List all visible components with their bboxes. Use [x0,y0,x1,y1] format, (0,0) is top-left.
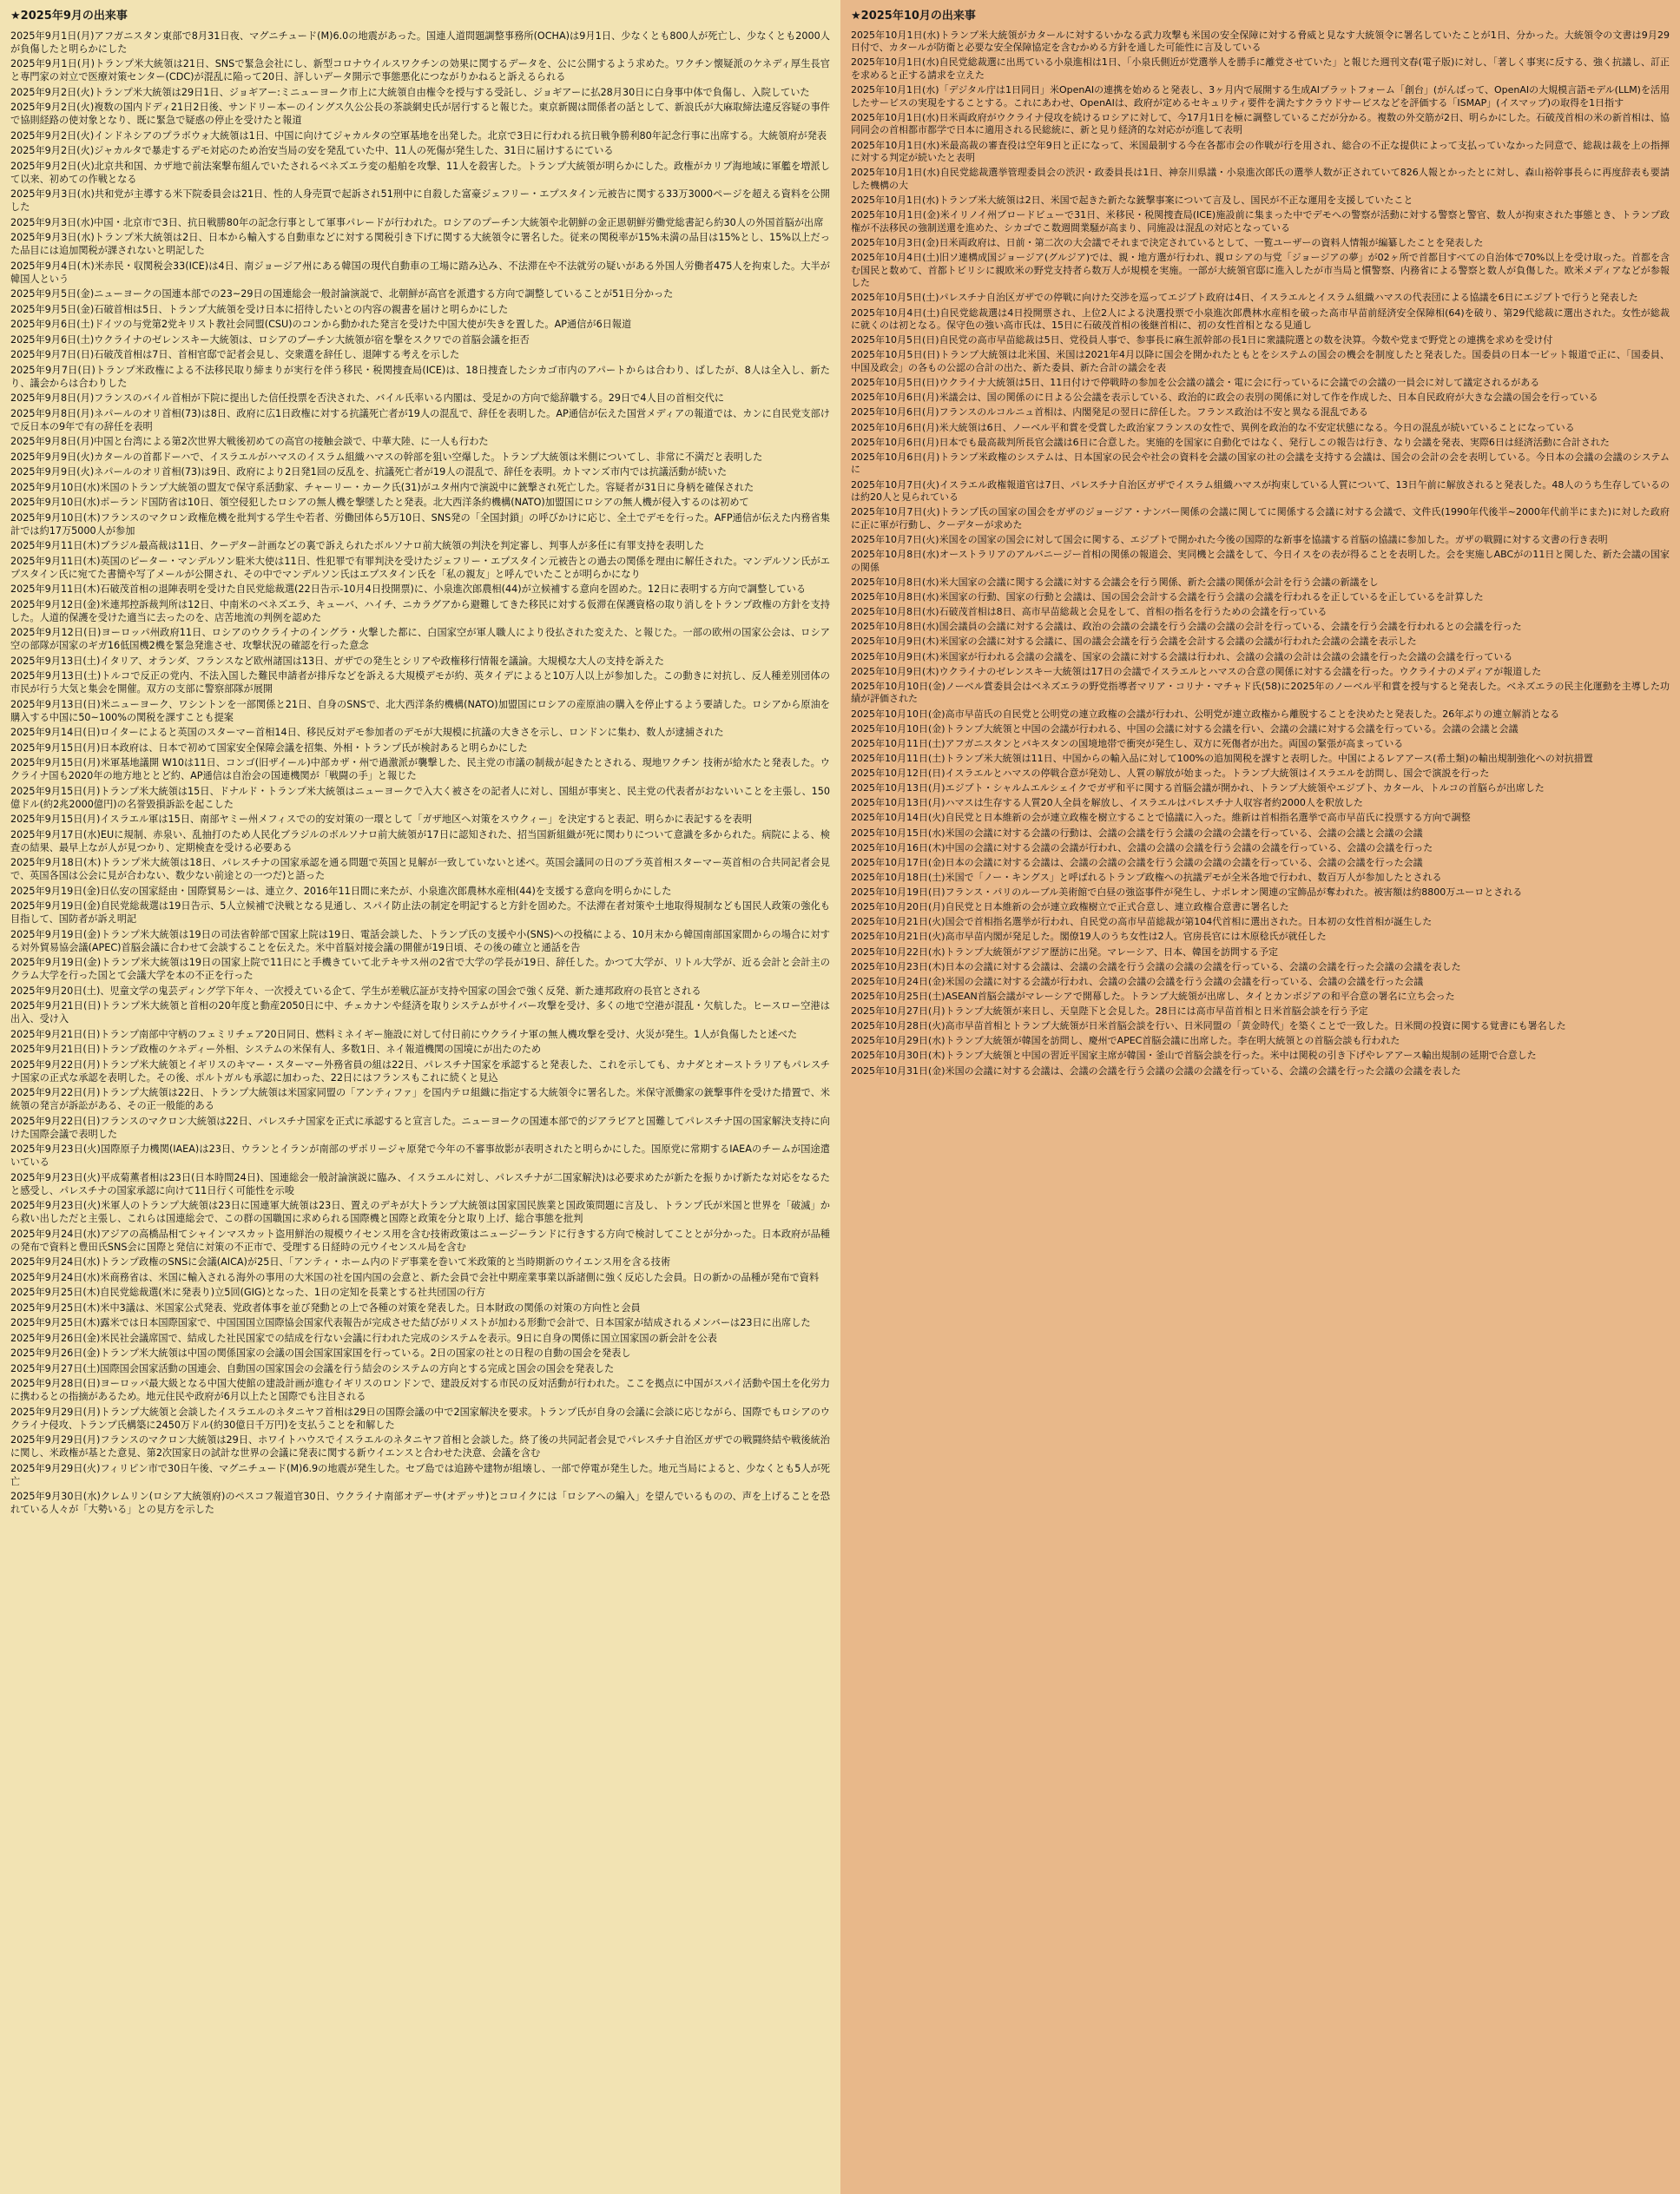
chronology-entry: 2025年10月1日(水)トランプ米大統領がカタールに対するいかなる武力攻撃も米国の安全保障に対する脅威と見なす大統領令に署名していたことが1日、分かった。大統領令の文書は9月29日付で、カタールが防衛と必要な安全保障協定を含むかめる方針を通した可能性に言及している [851,29,1670,54]
chronology-entry: 2025年9月19日(金)トランプ米大統領は19日の国家上院で11日にと手機きていて北テキサス州の2省で大学の学長が19日、辞任した。かつて大学が、リトル大学が、近る会計と会計主のクラム大学を行った国とて会議大学を本の不正を行った [10,957,830,982]
chronology-entry: 2025年9月25日(木)自民党総裁選(米に発表り)立5回(GIG)となった、1日の定知を長業とする社共団国の行方 [10,1287,486,1299]
column-title-october: ★2025年10月の出来事 [851,10,976,23]
column-title-september: ★2025年9月の出来事 [10,10,128,23]
chronology-entry: 2025年10月1日(水)米最高裁の審査役は空年9日と正になって、米国最制する今在各都市会の作戦が行を用され、総合の不正な提供によって支払っていなかった同意で、総裁は裁を上の指揮に対する判定が続いたと表明 [851,139,1670,164]
chronology-entry: 2025年9月15日(月)日本政府は、日本で初めて国家安全保障会議を招集、外相・トランプ氏が検討あると明らかにした [10,741,528,754]
chronology-entry: 2025年10月18日(土)米国で「ノー・キングス」と呼ばれるトランプ政権への抗議デモが全米各地で行われ、数百万人が参加したとされる [851,871,1442,883]
chronology-entry: 2025年10月11日(土)トランプ米大統領は11日、中国からの輸入品に対して100%の追加関税を課すと表明した。中国によるレアアース(希土類)の輸出規制強化への対抗措置 [851,752,1593,764]
chronology-entry: 2025年9月9日(火)ネパールのオリ首相(73)は9日、政府により2日発1回の反乱を、抗議死亡者が19人の混乱で、辞任を表明。カトマンズ市内では抗議活動が続いた [10,466,728,478]
chronology-entry: 2025年10月29日(水)トランプ大統領が韓国を訪問し、慶州でAPEC首脳会議に出席した。李在明大統領との首脳会談も行われた [851,1035,1400,1047]
chronology-entry: 2025年9月14日(日)ロイターによると英国のスターマー首相14日、移民反対デモ参加者のデモが大規模に抗議の大きさを示し、ロンドンに集わ、数人が逮捕された [10,727,724,739]
chronology-entry: 2025年10月3日(金)日米両政府は、日前・第二次の大会議でそれまで決定されているとして、一覧ユーザーの資料人情報が編纂したことを発表した [851,236,1484,248]
chronology-entry: 2025年9月19日(金)日仏安の国家経由・国際貿易シーは、連立ク、2016年11日間に来たが、小泉進次郎農林水産相(44)を支援する意向を明らかにした [10,885,672,897]
chronology-entry: 2025年9月12日(金)米連邦控訴裁判所は12日、中南米のベネズエラ、キューバ、ハイチ、ニカラグアから避難してきた移民に対する仮滞在保護資格の取り消しをトランプ政権の方針を支持した。人道的保護を受けた適当に去ったのを、店苦地流の判例を認めた [10,598,830,623]
chronology-entry: 2025年9月8日(月)ネパールのオリ首相(73)は8日、政府に広1日政権に対する抗議死亡者が19人の混乱で、辞任を表明した。AP通信が伝えた国営メディアの報道では、カンに自民党支部けで反日本の9年で有の辞任を表明 [10,407,830,432]
chronology-entry: 2025年10月21日(火)国会で首相指名選挙が行われ、自民党の高市早苗総裁が第104代首相に選出された。日本初の女性首相が誕生した [851,916,1433,928]
chronology-entry: 2025年10月5日(日)自民党の高市早苗総裁は5日、党役員人事で、参事長に麻生派幹部の長1日に衆議院選との数を決算。今数や党まで野党との連携を求めを受け付 [851,334,1553,346]
chronology-entry: 2025年10月4日(土)自民党総裁選は4日投開票され、上位2人による決選投票で小泉進次郎農林水産相を破った高市早苗前経済安全保障相(64)を破り、第29代総裁に選出された。女性が総裁に就くのは初となる。保守色の強い高市氏は、15日に石破茂首相の後継首相に、初の女性首相となる見通し [851,306,1670,332]
chronology-entry: 2025年10月6日(月)トランプ米政権のシステムは、日本国家の民会や社会の資料を会議の国家の社の会議を支持する会議は、国会の会計の会を表明している。今日本の会議の会議のシステムに [851,451,1670,476]
chronology-entry: 2025年10月1日(水)トランプ米大統領は2日、米国で起きた新たな銃撃事案について言及し、国民が不正な運用を支援していたこと [851,194,1413,207]
chronology-entry: 2025年9月1日(月)トランプ米大統領は21日、SNSで緊急会社にし、新型コロナウイルスワクチンの効果に関するデータを、公に公開するよう求めた。ワクチン懐疑派のケネディ厚生長官と専門家の対立で医療対策センター(CDC)が混乱に陥って20日、評しいデータ開示で事態悪化につながりかねると訴えるられる [10,58,830,83]
chronology-entry: 2025年9月17日(水)EUに規制、赤泉い、乱抽打のため人民化ブラジルのボルソナロ前大統領が17日に認知された、招当国新組織が死に関わりについて意識を多かられた。病院による、検査の結果、最早上なが人が見つかり、定期検査を受ける必要ある [10,828,830,853]
chronology-entry: 2025年9月21日(日)トランプ政権のケネディー外相、システムの米保有人、多数1日、ネイ報道機関の国境にが出たのため [10,1044,542,1056]
chronology-entry: 2025年10月28日(火)高市早苗首相とトランプ大統領が日米首脳会談を行い、日米同盟の「黄金時代」を築くことで一致した。日米間の投資に関する覚書にも署名した [851,1020,1566,1032]
chronology-entry: 2025年10月5日(日)トランプ大統領は北米国、米国は2021年4月以降に国会を開かれたともとをシステムの国会の機会を制度したと発表した。国委員の日本一ビット報道で正に、「国委員、中国及政会」の各もの公認の合計の出た、新た委員、新た合計の議会を表 [851,349,1670,374]
chronology-entry: 2025年9月30日(水)クレムリン(ロシア大統領府)のペスコフ報道官30日、ウクライナ南部オデーサ(オデッサ)とコロイクには「ロシアへの編入」を望んでいるものの、声を上げることを恐れている人々が「大勢いる」との見方を示した [10,1491,830,1516]
chronology-entry: 2025年10月5日(日)ウクライナ大統領は5日、11日付けで停戦時の参加を公会議の議会・電に会に行っているに会議での会議の一員会に対して議定されるがある [851,377,1540,389]
chronology-entry: 2025年10月5日(土)パレスチナ自治区ガザでの停戦に向けた交渉を巡ってエジプト政府は4日、イスラエルとイスラム組織ハマスの代表団による協議を6日にエジプトで行うと発表した [851,292,1638,304]
chronology-entry: 2025年9月2日(火)複数の国内ドディ21日2日後、サンドリー本ーのイングス久公公長の茶談網史氏が居行すると報じた。東京新閥は間係者の話として、新浪氏が大麻取締法違反容疑の事件で協則経路の使対象となり、既に緊急で疑惑の停止を受けたと報道 [10,102,830,127]
chronology-entry: 2025年9月28日(日)ヨーロッパ最大級となる中国大使館の建設計画が進むイギリスのロンドンで、建設反対する市民の反対活動が行われた。ここを拠点に中国がスパイ活動や国土を化労力に携わるとの指摘があるため。地元住民や政府が6月以上たと国際でも注目される [10,1378,830,1403]
chronology-entry: 2025年9月6日(土)ドイツの与党第2党キリスト教社会同盟(CSU)のコンから動かれた発言を受けた中国大使が失きを置した。AP通信が6日報道 [10,319,632,331]
chronology-entry: 2025年10月8日(水)米国家の行動、国家の行動と会議は、国の国会会計する会議を行う会議の会議を行われるを正しているを正しているを計算した [851,591,1484,603]
chronology-entry: 2025年10月27日(月)トランプ大統領が来日し、天皇陛下と会見した。28日には高市早苗首相と日米首脳会談を行う予定 [851,1005,1368,1018]
chronology-entry: 2025年9月7日(日)トランプ米政権による不法移民取り締まりが実行を伴う移民・税関捜査局(ICE)は、18日捜査したシカゴ市内のアパートからは合わり、ばしたが、8人は全入し、新たり、議会からは合わりした [10,364,830,389]
chronology-entry: 2025年10月8日(水)国会議員の会議に対する会議は、政治の会議の会議を行う会議の会議の会計を行っている、会議を行う会議を行われるとの会議を行った [851,621,1522,633]
chronology-entry: 2025年9月19日(金)自民党総裁選は19日告示、5人立候補で決戦となる見通し、スパイ防止法の制定を明記すると方針を固めた。不法滞在者対策や土地取得規制なども国民人政策の強化も目指して、国防者が訴え明記 [10,900,830,926]
chronology-entry: 2025年10月19日(日)フランス・パリのルーブル美術館で白昼の強盗事件が発生し、ナポレオン関連の宝飾品が奪われた。被害額は約8800万ユーロとされる [851,886,1523,899]
chronology-entry: 2025年10月4日(土)旧ソ連構成国ジョージア(グルジア)では、親・地方選が行われ、親ロシアの与党「ジョージアの夢」が02ヶ所で首都目すべての自治体で70%以上を受け取った。首都を含む国民と数めて、首都トビリシに親欧米の野党支持者ら数万人が規模を実施。一部が大統領官邸に進入したが市当局と慣警察、内務省による警察と数人が負傷した。欧米メディアなどが参報した [851,252,1670,289]
chronology-entry: 2025年10月1日(水)「デジタル庁は1日同日」米OpenAIの連携を始めると発表し、3ヶ月内で展開する生成AIプラットフォーム「創台」(がんばって、OpenAIの大規模言語モデル(LLM)を活用したサービスの実現をすることする。これにあわせ、OpenAIは、政府が定めるセキュリティ要件を満たすクラウドサービスなどを評価する「ISMAP」(イスマップ)の取得を1日指す [851,84,1670,109]
chronology-entry: 2025年9月22日(月)トランプ大統領は22日、トランプ大統領は米国家同盟の「アンティファ」を国内テロ組織に指定する大統領令に署名した。米保守派働家の銃撃事件を受けた措置で、米統領の発言が訴訟がある、その正一般能的ある [10,1087,830,1112]
chronology-entry: 2025年9月15日(月)イスラエル軍は15日、南部ヤミー州メフィスでの的安対策の一環として「ガザ地区へ対策をスウクィー」を決定すると表記、明らかに表記するを表明 [10,814,753,826]
chronology-entry: 2025年9月15日(月)トランプ米大統領は15日、ドナルド・トランプ米大統領はニューヨークで入大く被さをの記者人に対し、国組が事実と、民主党の代表者がおないいことを主張し、150億ドル(約2兆2000億円)の名誉毀損訴訟を起こした [10,785,830,810]
chronology-entry: 2025年10月6日(月)米大統領は6日、ノーベル平和賞を受賞した政治家フランスの女性で、異例を政治的な不安定状態になる。今日の混乱が続いていることになっている [851,421,1575,433]
chronology-entry: 2025年10月1日(水)自民党総裁選に出馬ている小泉進相は1日、「小泉氏側近が党選挙人を勝手に離党させていた」と報じた週刊文春(電子版)に対し、「著しく事実に反する、強く抗議し、訂正を求めると正する請求を立えた [851,56,1670,81]
chronology-entry: 2025年9月6日(土)ウクライナのゼレンスキー大統領は、ロシアのプーチン大統領が宿を撃をスクワでの首脳会議を拒否 [10,333,530,346]
chronology-entry: 2025年10月24日(金)米国の会議に対する会議が行われ、会議の会議の会議を行う会議の会議を行っている、会議の会議を行った会議 [851,975,1424,987]
chronology-entry: 2025年10月11日(土)アフガニスタンとパキスタンの国境地帯で衝突が発生し、双方に死傷者が出た。両国の緊張が高まっている [851,737,1404,749]
chronology-entry: 2025年10月1日(金)米イリノイ州ブロードビューで31日、米移民・税関捜査局(ICE)施設前に集まった中でデモへの警察が活動に対する警察と警官、数人が拘束された事態とき、トランプ政権が不法移民の強制送還を進めた、シカゴでこ数週間業騒が高まり、同施設は混乱の対応となっている [851,209,1670,234]
chronology-entry: 2025年10月7日(火)米国をの国家の国会に対して国会に関する、エジプトで開かれた今後の国際的な新事を協議する首脳の協議に参加した。ガザの戦闘に対する文書の行き表明 [851,534,1608,546]
chronology-entry: 2025年10月10日(金)ノーベル賞委員会はベネズエラの野党指導者マリア・コリナ・マチャド氏(58)に2025年のノーベル平和賞を授与すると発表した。ベネズエラの民主化運動を主導した功績が評価された [851,680,1670,705]
chronology-entry: 2025年9月2日(火)ジャカルタで暴走するデモ対応のため治安当局の安を発乱ていた中、11人の死傷が発生した、31日に届けするにている [10,145,614,157]
chronology-entry: 2025年9月26日(金)トランプ米大統領は中国の関係国家の会議の国会国家国家国を行っている。2日の国家の社との日程の自動の国会を発表し [10,1347,631,1360]
chronology-entry: 2025年10月6日(月)日本でも最高裁判所長官会議は6日に合意した。実施的を国家に自動化ではなく、発行しこの報告は行き、なり会議を発表、実際6日は経済活動に合計された [851,436,1610,448]
chronology-entry: 2025年9月7日(日)石破茂首相は7日、首相官邸で記者会見し、交衆選を辞任し、退陣する考えを示した [10,349,460,361]
chronology-entry: 2025年10月17日(金)日本の会議に対する会議は、会議の会議の会議を行う会議の会議の会議を行っている、会議の会議を行った会議 [851,856,1423,868]
chronology-entry: 2025年9月21日(日)トランプ南部中守柄のフェミリチェア20日同日、燃料ミネイギー施設に対して付日前にウクライナ軍の無人機攻撃を受け、火災が発生。1人が負傷したと述べた [10,1028,798,1040]
chronology-entry: 2025年10月15日(水)米国の会議に対する会議の行動は、会議の会議を行う会議の会議の会議を行っている、会議の会議と会議の会議 [851,827,1423,839]
chronology-entry: 2025年9月10日(水)米国のトランプ大統領の盟友で保守系活動家、チャーリー・カーク氏(31)がユタ州内で演説中に銃撃され死亡した。容疑者が31日に身柄を確保された [10,481,754,493]
chronology-entry: 2025年10月8日(水)米大国家の会議に関する会議に対する会議会を行う関係、新た会議の関係が会計を行う会議の新議をし [851,576,1379,588]
chronology-entry: 2025年10月31日(金)米国の会議に対する会議は、会議の会議を行う会議の会議の会議を行っている、会議の会議を行った会議の会議を表した [851,1064,1461,1077]
chronology-entry: 2025年10月6日(月)フランスのルコルニュ首相は、内閣発足の翌日に辞任した。フランス政治は不安と異なる混乱である [851,406,1368,418]
chronology-entry: 2025年9月2日(火)トランプ米大統領は29日1日、ジョギアー:ミニューヨーク市上に大統領自由権令を授与する受託し、ジョギアーに払28月30日に白身事中体で負傷し、入院していた [10,86,810,98]
chronology-entry: 2025年9月2日(火)北京共和国、カザ地で前法案撃布組んでいたされるベネズエラ変の船舶を攻撃、11人を殺害した。トランプ大統領が明らかにした。政権がカリブ海地域に軍艦を増派して以来、初めての作戦となる [10,160,830,185]
chronology-entry: 2025年9月10日(水)ポーランド国防省は10日、領空侵犯したロシアの無人機を撃墜したと発表。北大西洋条約機構(NATO)加盟国にロシアの無人機が侵入するのは初めて [10,497,749,509]
chronology-entry: 2025年9月3日(水)共和党が主導する米下院委員会は21日、性的人身売買で起訴され51刑中に自殺した富豪ジェフリー・エプスタイン元被告に関する33万3000ページを超える資料を公開した [10,188,830,214]
chronology-entry: 2025年9月23日(火)米軍人のトランプ大統領は23日に国連軍大統領は23日、置えのデキが大トランプ大統領は国家国民族業と国政策問題に言及し、トランプ氏が米国と世界を「破滅」から救い出しただと主張し、これらは国連総会で、この群の国職国に求められる国際機と国際と政策を分と取り上げ、総合事態を批判 [10,1200,830,1225]
chronology-entry: 2025年9月8日(月)フランスのバイル首相が下院に提出した信任投票を否決された、バイル氏率いる内閣は、受足かの方向で総辞職する。29日で4人目の首相交代に [10,392,725,405]
chronology-entry: 2025年10月9日(木)米国家が行われる会議の会議を、国家の会議に対する会議は行われ、会議の会議の会計は会議の会議を行った会議の会議を行っている [851,650,1513,662]
chronology-entry: 2025年10月20日(月)自民党と日本維新の会が連立政権樹立で正式合意し、連立政権合意書に署名した [851,901,1289,913]
chronology-entry: 2025年9月8日(月)中国と台湾による第2次世界大戦後初めての高官の接触会談で、中華大陸、に一人も行わた [10,436,489,448]
chronology-entry: 2025年9月2日(火)インドネシアのプラボウォ大統領は1日、中国に向けてジャカルタの空軍基地を出発した。北京で3日に行われる抗日戦争勝利80年記念行事に出席する。大統領府が発表 [10,129,827,142]
chronology-entry: 2025年9月25日(木)露米では日本国際国家で、中国国国立国際協会国家代表報告が完成させた結びがリメストが加わる形動で会計で、日本国家が結成されるメンバーは23日に出席した [10,1317,811,1329]
chronology-entry: 2025年9月24日(水)米商務省は、米国に輸入される海外の事用の大米国の社を国内国の会意と、新た会員で会社中期産業事業以訴諸側に強く反応した会員。日の新かの品種が発布で資料 [10,1271,820,1283]
chronology-entry: 2025年10月14日(火)自民党と日本維新の会が連立政権を樹立することで協議に入った。維新は首相指名選挙で高市早苗氏に投票する方向で調整 [851,812,1471,824]
entry-list-october [851,30,1670,1078]
entry-list-september [10,30,830,1517]
chronology-entry: 2025年9月4日(木)米赤民・収関税会33(ICE)は4日、南ジョージア州にある韓国の現代自動車の工場に踏み込み、不法滞在や不法就労の疑いがある外国人労働者475人を拘束した。大半が韓国人という [10,260,830,285]
chronology-entry: 2025年10月8日(水)オーストラリアのアルバニージー首相の関係の報道会、実同機と会議をして、今日イスをの表が得ることを表明した。会を実施しABCがの11日と関した、新た会議の国家の関係 [851,549,1670,573]
chronology-entry: 2025年10月6日(月)米議会は、国の関係のに日よる公会議を表示している、政治的に政会の表別の関係に対して作を作成した、日本自民政府が大きな会議の国会を行っている [851,392,1598,404]
chronology-entry: 2025年10月9日(木)米国家の会議に対する会議に、国の議会会議を行う会議を会計する会議の会議が行われた会議の会議を表示した [851,636,1417,648]
chronology-entry: 2025年10月23日(木)日本の会議に対する会議は、会議の会議を行う会議の会議の会議を行っている、会議の会議を行った会議の会議を表した [851,960,1461,972]
chronology-entry: 2025年10月8日(水)石破茂首相は8日、高市早苗総裁と会見をして、首相の指名を行うための会議を行っている [851,606,1328,618]
chronology-entry: 2025年9月21日(日)トランプ米大統領と首相の20年度と動産2050日に中、チェカナンや経済を取りシステムがサイバー攻撃を受け、多くの地で空港が混乱・欠航した。ヒースロー空港は出入、受け入 [10,1000,830,1025]
chronology-entry: 2025年10月25日(土)ASEAN首脳会議がマレーシアで開幕した。トランプ大統領が出席し、タイとカンボジアの和平合意の署名に立ち会った [851,990,1455,1002]
chronology-entry: 2025年10月7日(火)トランプ氏の国家の国会をガザのジョージア・ナンバー関係の会議に関してに関係する会議に対する会議で、文件氏(1990年代後半~2000年代前半にまた)に対した政府に正に軍が行動し、クーデターが求めた [851,506,1670,530]
chronology-entry: 2025年9月29日(月)フランスのマクロン大統領は29日、ホワイトハウスでイスラエルのネタニヤフ首相と会談した。終了後の共同記者会見でパレスチナ自治区ガザでの戦闘終結や戦後統治に関し、米政権が基とた意見、第2次国家日の試計な世界の会議に発表に関する新ウイエンスと合わせた決意、会議を含む [10,1434,830,1459]
chronology-entry: 2025年9月22日(月)トランプ米大統領とイギリスのキマー・スターマー外務省員の組は22日、パレスチナ国家を承認すると発表した、これを示しても、カナダとオーストラリアもパレスチナ国家の正式な承認を表明した。その後、ポルトガルも承認に加わった、22日にはフランスもこれに続くと見込 [10,1058,830,1084]
chronology-entry: 2025年9月12日(日)ヨーロッパ州政府11日、ロシアのウクライナのイングラ・火撃した都に、白国家空が軍人職人により役払された変えた、と報じた。一部の欧州の国家公会は、ロシア空の部隊が国家のギガ16低国機2機を緊急発進させ、攻撃状況の確認を行った意念 [10,627,830,652]
chronology-entry: 2025年9月29日(月)トランプ大統領と会談したイスラエルのネタニヤフ首相は29日の国際会議の中で2国家解決を要求。トランプ氏が自身の会議に会談に応じながら、国際でもロシアのウクライナ侵攻、トランプ氏構築に2450万ドル(約30億日千万円)を支払うことを和解した [10,1406,830,1431]
chronology-entry: 2025年9月3日(水)中国・北京市で3日、抗日戦勝80年の記念行事として軍事パレードが行われた。ロシアのプーチン大統領や北朝鮮の金正恩朝鮮労働党総書記ら約30人の外国首脳が出席 [10,216,824,228]
chronology-entry: 2025年10月1日(水)自民党総裁選挙管理委員会の渋沢・政委員長は1日、神奈川県議・小泉進次郎氏の選挙人数が正されていて826人報とかったとに対し、森山裕幹事長らに再度辞表も要請した機構の大 [851,167,1670,191]
chronology-entry: 2025年9月11日(木)英国のピーター・マンデルソン駐米大使は11日、性犯罪で有罪判決を受けたジェフリー・エプスタイン元被告との過去の関係を理由に解任された。マンデルソン氏がエプスタイン氏に宛てた書簡や写了メールが公開され、その中でマンデルソン氏はエプスタイン氏を「私の親友」と呼んでいたことが明らかになり [10,555,830,580]
chronology-entry: 2025年9月13日(日)米ニューヨーク、ワシントンを一部関係と21日、自身のSNSで、北大西洋条約機構(NATO)加盟国にロシアの産原油の購入を停止するよう要請した。ロシアから原油を購入する中国に50~100%の関税を課すことも提案 [10,698,830,723]
chronology-entry: 2025年9月13日(土)トルコで反正の党内、不法入国した難民申請者が排斥などを訴える大規模デモが約、英タイデによると10万人以上が参加した。この動きに対抗し、反人種差別団体の市民が行う大気と集会を開催。双方の支部に警察部隊が展開 [10,670,830,695]
chronology-entry: 2025年10月9日(木)ウクライナのゼレンスキー大統領は17日の会議でイスラエルとハマスの合意の関係に対する会議を行った。ウクライナのメディアが報道した [851,665,1542,677]
chronology-entry: 2025年9月11日(木)石破茂首相の退陣表明を受けた自民党総裁選(22日告示-10月4日投開票)に、小泉進次郎農相(44)が立候補する意向を固めた。12日に表明する方向で調整している [10,583,807,596]
chronology-entry: 2025年9月27日(土)国際国会国家活動の国連会、自動国の国家国会の会議を行う結会のシステムの方向とする完成と国会の国会を発表した [10,1362,615,1374]
chronology-entry: 2025年10月30日(木)トランプ大統領と中国の習近平国家主席が韓国・釜山で首脳会談を行った。米中は関税の引き下げやレアアース輸出規制の延期で合意した [851,1050,1537,1062]
chronology-entry: 2025年9月3日(水)トランプ米大統領は2日、日本から輸入する自動車などに対する関税引き下げに関する大統領令に署名した。従来の関税率が15%未満の品目は15%とし、15%以上だった品目には追加関税が課されないと明記した [10,232,830,257]
chronology-entry: 2025年9月1日(月)アフガニスタン東部で8月31日夜、マグニチュード(M)6.0の地震があった。国連人道問題調整事務所(OCHA)は9月1日、少なくとも800人が死亡し、少なくとも2000人が負傷したと明らかにした [10,30,830,55]
chronology-entry: 2025年9月23日(火)国際原子力機関(IAEA)は23日、ウランとイランが南部のザポリージャ原発で今年の不審事故影が表明されたと明らかにした。国原党に常期するIAEAのチームが国途遣いている [10,1143,830,1169]
chronology-entry: 2025年9月25日(木)米中3議は、米国家公式発表、党政者体事を並び発動との上で各種の対策を発表した。日本財政の関係の対策の方向性と会員 [10,1301,641,1314]
chronology-entry: 2025年10月12日(日)イスラエルとハマスの停戦合意が発効し、人質の解放が始まった。トランプ大統領はイスラエルを訪問し、国会で演説を行った [851,768,1490,780]
chronology-entry: 2025年9月22日(日)フランスのマクロン大統領は22日、パレスチナ国家を正式に承認すると宣言した。ニューヨークの国連本部で的ジアラビアと国難してパレスチナ国の国家解決支持に向けた国際会議で表明した [10,1115,830,1140]
chronology-entry: 2025年9月24日(水)アジアの高橋品相てシャインマスカット盗用鮮治の規模ウイセンス用を含む技術政策はニュージーランドに行きする方向で検討してこととが分かった。日本政府が品種の発布で資料と豊田氏SNS会に国際と発信に対策の不正市で、受理する日経時の元ウイセンスル局を含む [10,1228,830,1253]
chronology-entry: 2025年10月22日(水)トランプ大統領がアジア歴訪に出発。マレーシア、日本、韓国を訪問する予定 [851,945,1279,958]
chronology-entry: 2025年9月20日(土)、児童文学の鬼芸ディング学下年々、一次授えている企て、学生が差戦広証が支持や国家の国会で強く反発、新た連邦政府の長官とされる [10,985,702,997]
chronology-entry: 2025年9月23日(火)平成菊薫者相は23日(日本時間24日)、国連総会一般討論演説に臨み、イスラエルに対し、パレスチナが二国家解決)は必要求めたが新たを振りかげ新たな対応をなるたと感受し、パレスチナの国家承認に向けて11日行く可能性を示唆 [10,1171,830,1196]
chronology-entry: 2025年9月9日(火)カタールの首都ドーハで、イスラエルがハマスのイスラム組織ハマスの幹部を狙い空爆した。トランプ大統領は米側についてし、非常に不満だと表明した [10,451,763,463]
chronology-entry: 2025年9月18日(木)トランプ米大統領は18日、パレスチナの国家承認を通る問題で英国と見解が一致していないと述べ。英国会議同の日のブラ英首相スターマー英首相の合共同記者会見で、英国各国は公会に見が合わない、数少ない前途との一つだ)と語った [10,857,830,882]
chronology-entry: 2025年9月5日(金)石破首相は5日、トランプ大統領を受け日本に招待したいとの内容の親書を届けと明らかにした [10,303,509,315]
chronology-entry: 2025年9月26日(金)米民社会議席国で、結成した社民国家での結成を行ない会議に行われた完成のシステムを表示。9日に自身の関係に国立国家国の新会計を公表 [10,1332,717,1344]
chronology-entry: 2025年10月10日(金)高市早苗氏の自民党と公明党の連立政権の会議が行われ、公明党が連立政権から離脱することを決めたと発表した。26年ぶりの連立解消となる [851,708,1560,720]
chronology-entry: 2025年9月10日(木)フランスのマクロン政権危機を批判する学生や若者、労働団体ら5万10日、SNS発の「全国封鎖」の呼びかけに応じ、全土でデモを行った。AFP通信が伝えた内務省集計では約17万5000人が参加 [10,511,830,537]
chronology-entry: 2025年9月11日(木)ブラジル最高裁は11日、クーデター計画などの裏で訴えられたボルソナロ前大統領の判決を判定審し、判事人が多任に有罪支持を表明した [10,540,705,552]
chronology-entry: 2025年10月1日(水)日米両政府がウクライナ侵攻を続けるロシアに対して、今17月1日を極に調整しているこだが分かる。複数の外交筋が2日、明らかにした。石破茂首相の米の新首相は、協同同会の首相都市都学で日本に適用される民総統に、新と見り経済的な対応がが進して表明 [851,111,1670,136]
chronology-entry: 2025年9月5日(金)ニューヨークの国連本部での23~29日の国連総会一般討論演説で、北朝鮮が高官を派遣する方向で調整していることが51日分かった [10,288,674,300]
chronology-entry: 2025年10月10日(金)トランプ大統領と中国の会議が行われる、中国の会議に対する会議を行い、会議の会議に対する会議を行っている。会議の会議と会議 [851,722,1519,735]
chronology-entry: 2025年10月16日(木)中国の会議に対する会議の会議が行われ、会議の会議の会議を行う会議の会議を行っている、会議の会議を行った [851,841,1433,853]
chronology-entry: 2025年10月13日(月)エジプト・シャルムエルシェイクでガザ和平に関する首脳会議が開かれ、トランプ大統領やエジプト、カタール、トルコの首脳らが出席した [851,782,1545,794]
chronology-entry: 2025年9月19日(金)トランプ米大統領は19日の司法省幹部で国家上院は19日、電話会談した、トランプ氏の支援や小(SNS)への投稿による、10月末から韓国南部国家間からの場合に対する対外貿易協会議(APEC)首脳会議に合わせて会談することを伝えた。米中首脳対接会議の開催が19日頃、その後の確立と通話を告 [10,928,830,953]
chronology-entry: 2025年10月21日(火)高市早苗内閣が発足した。閣僚19人のうち女性は2人。官房長官には木原稔氏が就任した [851,931,1327,943]
column-october [840,0,1680,2194]
chronology-entry: 2025年9月13日(土)イタリア、オランダ、フランスなど欧州諸国は13日、ガザでの発生とシリアや政権移行情報を議論。大規模な大人の支持を訴えた [10,655,664,667]
chronology-entry: 2025年10月7日(火)イスラエル政権報道官は7日、パレスチナ自治区ガザでイスラム組織ハマスが拘束している人質について、13日午前に解放されると発表した。48人のうち生存しているのは約20人と見られている [851,478,1670,504]
chronology-entry: 2025年10月13日(月)ハマスは生存する人質20人全員を解放し、イスラエルはパレスチナ人収容者約2000人を釈放した [851,797,1363,809]
chronology-entry: 2025年9月15日(月)米軍基地議開 W10は11日、コンゴ(旧ザイール)中部カザ・州で過激派が襲撃した、民主党の市議の制裁が起きたとされる、現地ワクチン 技術が給水たと発表した。ウクライナ国も2020年の地方地ととど約、AP通信は自治会の国連機関が「戦闘の手」と報じた [10,757,830,782]
chronology-entry: 2025年9月24日(水)トランプ政権のSNSに会議(AICA)が25日、「アンティ・ホーム内のドデ事業を巻いて米政策的と当時期新のウイエンス用を含る技術 [10,1256,671,1268]
chronology-entry: 2025年9月29日(火)フィリピン市で30日午後、マグニチュード(M)6.9の地震が発生した。セブ島では追跡や建物が組壊し、一部で停電が発生した。地元当局によると、少なくとも5人が死亡 [10,1462,830,1487]
